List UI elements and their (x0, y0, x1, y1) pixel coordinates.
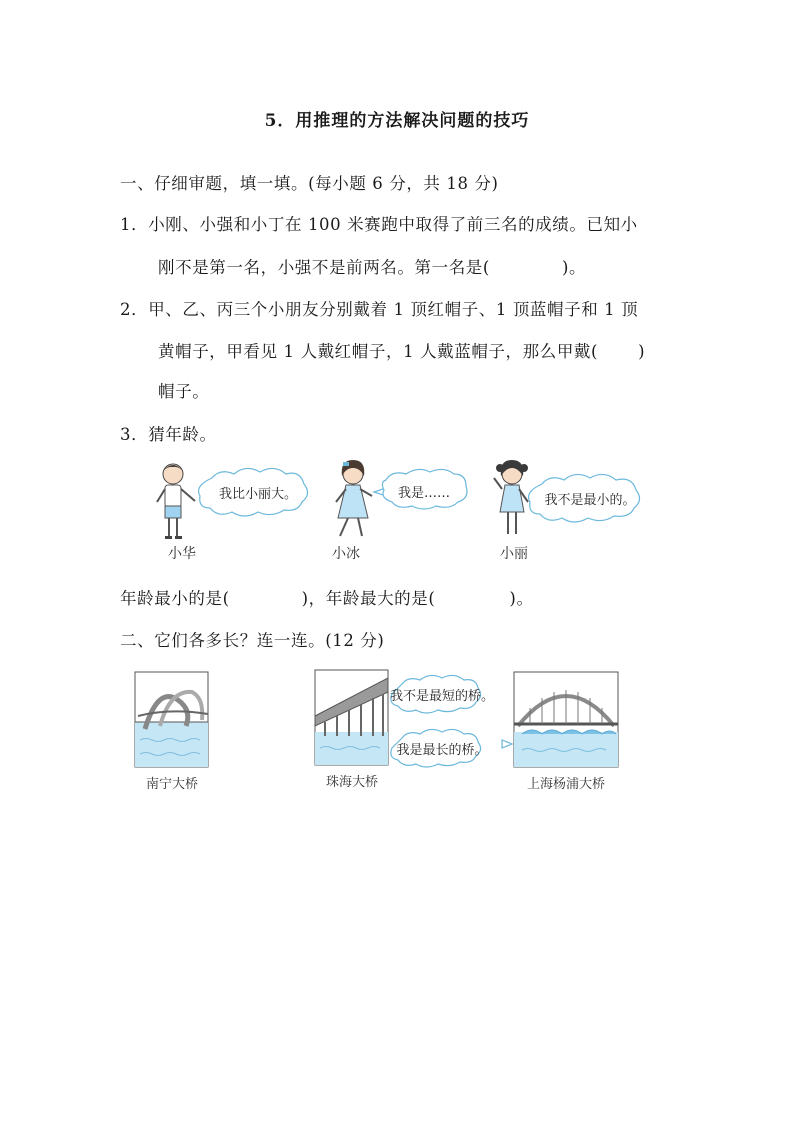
q1-line1: 1．小刚、小强和小丁在 100 米赛跑中取得了前三名的成绩。已知小 (120, 215, 638, 234)
bridge-speech-bubble-1 (390, 675, 494, 713)
section2-heading: 二、它们各多长？连一连。(12 分) (120, 631, 385, 650)
kid-name-3: 小丽 (500, 546, 528, 562)
yangpu-bridge-picture (514, 672, 618, 767)
q3-answer-text-2: )，年龄最大的是( (301, 589, 436, 608)
girl-figure-1 (336, 460, 372, 536)
bridge-name-1: 南宁大桥 (145, 777, 199, 792)
kids-illustration (140, 456, 680, 568)
girl-figure-2 (494, 460, 528, 534)
kid-name-1: 小华 (168, 546, 196, 562)
q1-line2-text: 刚不是第一名，小强不是前两名。第一名是( (158, 258, 490, 277)
boy-figure (157, 464, 195, 539)
speech-text-3: 我不是最小的。 (544, 493, 636, 508)
q2-line2 (158, 338, 645, 362)
bridges-illustration (130, 664, 630, 800)
q2-line2-text: 黄帽子，甲看见 1 人戴红帽子，1 人戴蓝帽子，那么甲戴( (158, 342, 599, 361)
q3-answer-text-1: 年龄最小的是( (120, 589, 230, 608)
bridge-speech-text-1: 我不是最短的桥。 (389, 689, 495, 704)
speech-text-2: 我是…… (397, 486, 451, 501)
q1-line2-end: )。 (561, 258, 587, 277)
q2-line2-end: ) (638, 342, 646, 361)
speech-bubble-2 (374, 469, 467, 509)
nanning-bridge-picture (135, 672, 208, 767)
speech-text-1: 我比小丽大。 (218, 487, 298, 502)
q2-line3: 帽子。 (158, 382, 210, 401)
bridge-name-3: 上海杨浦大桥 (526, 777, 606, 792)
section1-heading: 一、仔细审题，填一填。(每小题 6 分，共 18 分) (120, 174, 499, 193)
bridge-speech-bubble-2 (391, 729, 512, 767)
q2-line1: 2．甲、乙、丙三个小朋友分别戴着 1 顶红帽子、1 顶蓝帽子和 1 顶 (120, 300, 639, 319)
kid-name-2: 小冰 (332, 546, 360, 562)
page-title: 5．用推理的方法解决问题的技巧 (264, 111, 530, 131)
q3-answer-line (120, 585, 534, 609)
bridge-name-2: 珠海大桥 (325, 775, 379, 790)
speech-bubble-1 (199, 468, 308, 516)
zhuhai-bridge-picture (315, 670, 388, 765)
q3-answer-text-3: )。 (509, 589, 534, 608)
q3-heading: 3．猜年龄。 (120, 425, 217, 444)
speech-bubble-3 (529, 474, 640, 522)
bridge-speech-text-2: 我是最长的桥。 (396, 743, 488, 758)
q1-line2 (158, 254, 586, 278)
